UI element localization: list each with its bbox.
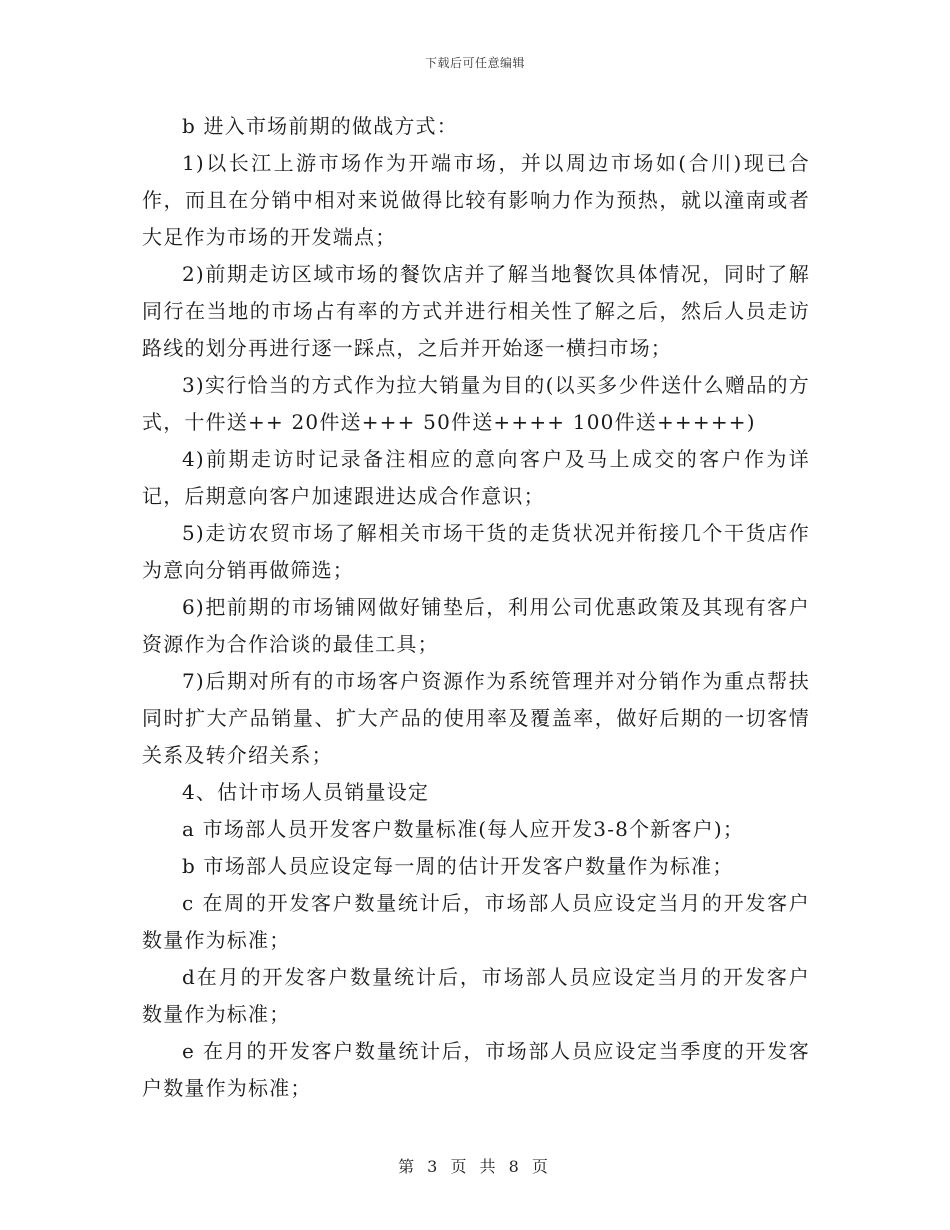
paragraph: 6)把前期的市场铺网做好铺垫后，利用公司优惠政策及其现有客户资源作为合作洽谈的最佳工具；	[142, 595, 810, 656]
section-heading: 4、估计市场人员销量设定	[182, 780, 430, 804]
paragraph: 7)后期对所有的市场客户资源作为系统管理并对分销作为重点帮扶同时扩大产品销量、扩大产品的使用率及覆盖率，做好后期的一切客情关系及转介绍关系；	[142, 669, 810, 767]
document-body	[142, 108, 810, 1107]
paragraph: d在月的开发客户数量统计后，市场部人员应设定当月的开发客户数量作为标准；	[142, 965, 810, 1026]
paragraph: b 进入市场前期的做战方式：	[182, 114, 458, 138]
paragraph: 3)实行恰当的方式作为拉大销量为目的(以买多少件送什么赠品的方式，十件送++ 20件送+++ 50件送++++ 100件送+++++)	[142, 373, 810, 434]
page-header: 下载后可任意编辑	[424, 56, 525, 70]
paragraph: 4)前期走访时记录备注相应的意向客户及马上成交的客户作为详记，后期意向客户加速跟进达成合作意识；	[142, 447, 810, 508]
paragraph: b 市场部人员应设定每一周的估计开发客户数量作为标准；	[182, 854, 734, 878]
paragraph: c 在周的开发客户数量统计后，市场部人员应设定当月的开发客户数量作为标准；	[142, 891, 810, 952]
page-footer: 第 3 页 共 8 页	[398, 1157, 552, 1176]
paragraph: a 市场部人员开发客户数量标准(每人应开发3-8个新客户)；	[182, 817, 745, 841]
paragraph: 5)走访农贸市场了解相关市场干货的走货状况并衔接几个干货店作为意向分销再做筛选；	[142, 521, 810, 582]
paragraph: e 在月的开发客户数量统计后，市场部人员应设定当季度的开发客户数量作为标准；	[142, 1039, 810, 1100]
paragraph: 2)前期走访区域市场的餐饮店并了解当地餐饮具体情况，同时了解同行在当地的市场占有率的方式并进行相关性了解之后，然后人员走访路线的划分再进行逐一踩点，之后并开始逐一横扫市场；	[142, 262, 810, 360]
paragraph: 1)以长江上游市场作为开端市场，并以周边市场如(合川)现已合作，而且在分销中相对来说做得比较有影响力作为预热，就以潼南或者大足作为市场的开发端点；	[142, 151, 810, 249]
